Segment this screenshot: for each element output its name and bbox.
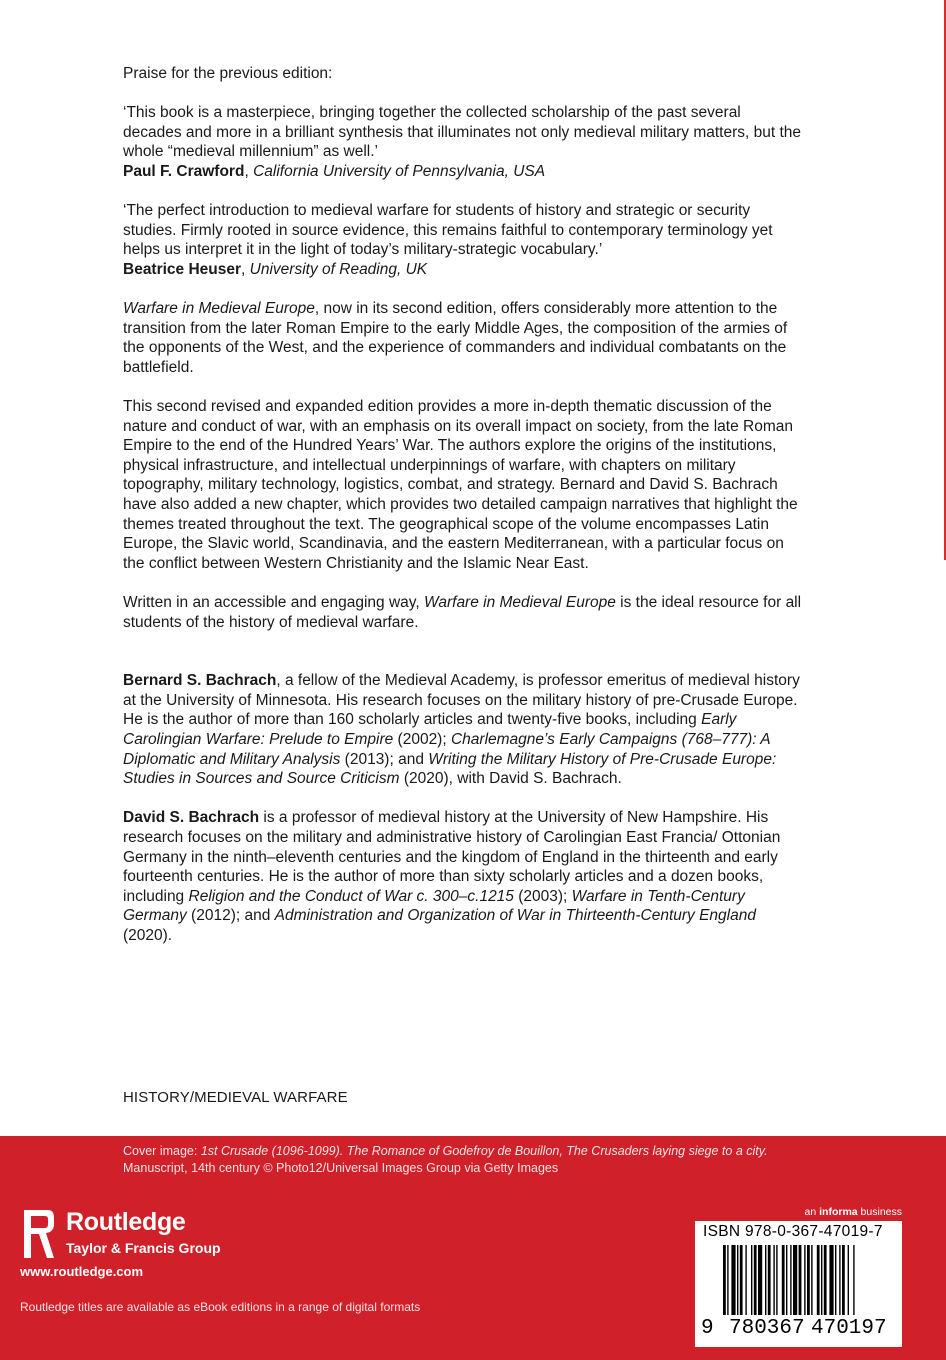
cover-image-credit: Cover image: 1st Crusade (1096-1099). The Romance of Godefroy de Bouillon, The Crusaders laying siege to a city. Manuscript, 14th century © Photo12/Universal Images Group via Getty Images <box>123 1144 768 1175</box>
author-1-name: Bernard S. Bachrach <box>123 672 277 690</box>
book-title: Warfare in Medieval Europe <box>123 300 315 318</box>
subject-category: HISTORY/MEDIEVAL WARFARE <box>123 1089 348 1106</box>
isbn-barcode-box <box>695 1221 902 1347</box>
review-2-text: ‘The perfect introduction to medieval warfare for students of history and strategic or security studies. Firmly rooted in source evidence, this remains faithful to contemporary terminology yet helps us interpret it in the light of today’s military-strategic vocabulary.’ <box>123 202 773 259</box>
publisher-url[interactable]: www.routledge.com <box>20 1264 144 1279</box>
publisher-group: Taylor & Francis Group <box>66 1240 221 1256</box>
barcode-digit-lead: 9 <box>701 1317 714 1340</box>
barcode-digits-right: 470197 <box>811 1317 887 1340</box>
blurb-paragraph-3: Written in an accessible and engaging way, Warfare in Medieval Europe is the ideal resource for all students of the history of medieval warfare. <box>123 594 802 631</box>
informa-business-label: an informa business <box>804 1206 902 1218</box>
blurb-paragraph-1: Warfare in Medieval Europe, now in its second edition, offers considerably more attention to the transition from the later Roman Empire to the early Middle Ages, the composition of the armies of the opponents of the West, and the experience of commanders and individual combatants on the battlefield. <box>123 300 788 376</box>
book-title: Warfare in Medieval Europe <box>424 594 616 612</box>
publisher-name: Routledge <box>66 1208 186 1236</box>
barcode-digits-left: 780367 <box>729 1317 805 1340</box>
author-2-name: David S. Bachrach <box>123 809 260 827</box>
routledge-logo-icon <box>20 1206 56 1262</box>
back-cover-text <box>123 64 803 946</box>
praise-heading: Praise for the previous edition: <box>123 65 333 82</box>
review-quote-2: ‘The perfect introduction to medieval warfare for students of history and strategic or security studies. Firmly rooted in source evidence, this remains faithful to contemporary terminology yet helps us interpret it in the light of today’s military-strategic vocabulary.’ Beatrice Heuser, University of Reading, UK <box>123 202 773 278</box>
author-bio-1: Bernard S. Bachrach, a fellow of the Medieval Academy, is professor emeritus of medieval history at the University of Minnesota. His research focuses on the military history of pre-Crusade Europe. He is the author of more than 160 scholarly articles and twenty-five books, including Early Carolingian Warfare: Prelude to Empire (2002); Charlemagne’s Early Campaigns (768–777): A Diplomatic and Military Analysis (2013); and Writing the Military History of Pre-Crusade Europe: Studies in Sources and Source Criticism (2020), with David S. Bachrach. <box>123 672 800 788</box>
publisher-footer <box>0 1136 946 1360</box>
review-1-text: ‘This book is a masterpiece, bringing together the collected scholarship of the past several decades and more in a brilliant synthesis that illuminates not only medieval military matters, but the whole “medieval millennium” as well.’ <box>123 104 802 161</box>
ebook-note: Routledge titles are available as eBook editions in a range of digital formats <box>20 1300 421 1314</box>
barcode-icon <box>723 1245 893 1323</box>
reviewer-1-affiliation: California University of Pennsylvania, USA <box>253 162 546 180</box>
reviewer-2-affiliation: University of Reading, UK <box>249 260 428 278</box>
author-bio-2: David S. Bachrach is a professor of medieval history at the University of New Hampshire. His research focuses on the military and administrative history of Carolingian East Francia/ Ottonian Germany in the ninth–eleventh centuries and the kingdom of England in the thirteenth and early fourteenth centuries. He is the author of more than sixty scholarly articles and a dozen books, including Religion and the Conduct of War c. 300–c.1215 (2003); Warfare in Tenth-Century Germany (2012); and Administration and Organization of War in Thirteenth-Century England (2020). <box>123 809 781 944</box>
reviewer-2-name: Beatrice Heuser <box>123 260 242 278</box>
reviewer-1-name: Paul F. Crawford <box>123 162 245 180</box>
review-quote-1: ‘This book is a masterpiece, bringing together the collected scholarship of the past several decades and more in a brilliant synthesis that illuminates not only medieval military matters, but the whole “medieval millennium” as well.’ Paul F. Crawford, California University of Pennsylvania, USA <box>123 104 802 180</box>
isbn-label: ISBN 978-0-367-47019-7 <box>703 1223 883 1240</box>
blurb-paragraph-2: This second revised and expanded edition provides a more in-depth thematic discussion of the nature and conduct of war, with an emphasis on its overall impact on society, from the late Roman Empire to the end of the Hundred Years’ War. The authors explore the origins of the institutions, physical infrastructure, and intellectual underpinnings of warfare, with chapters on military topography, military technology, logistics, combat, and strategy. Bernard and David S. Bachrach have also added a new chapter, which provides two detailed campaign narratives that highlight the themes treated throughout the text. The geographical scope of the volume encompasses Latin Europe, the Slavic world, Scandinavia, and the eastern Mediterranean, with a particular focus on the conflict between Western Christianity and the Islamic Near East. <box>123 398 798 572</box>
